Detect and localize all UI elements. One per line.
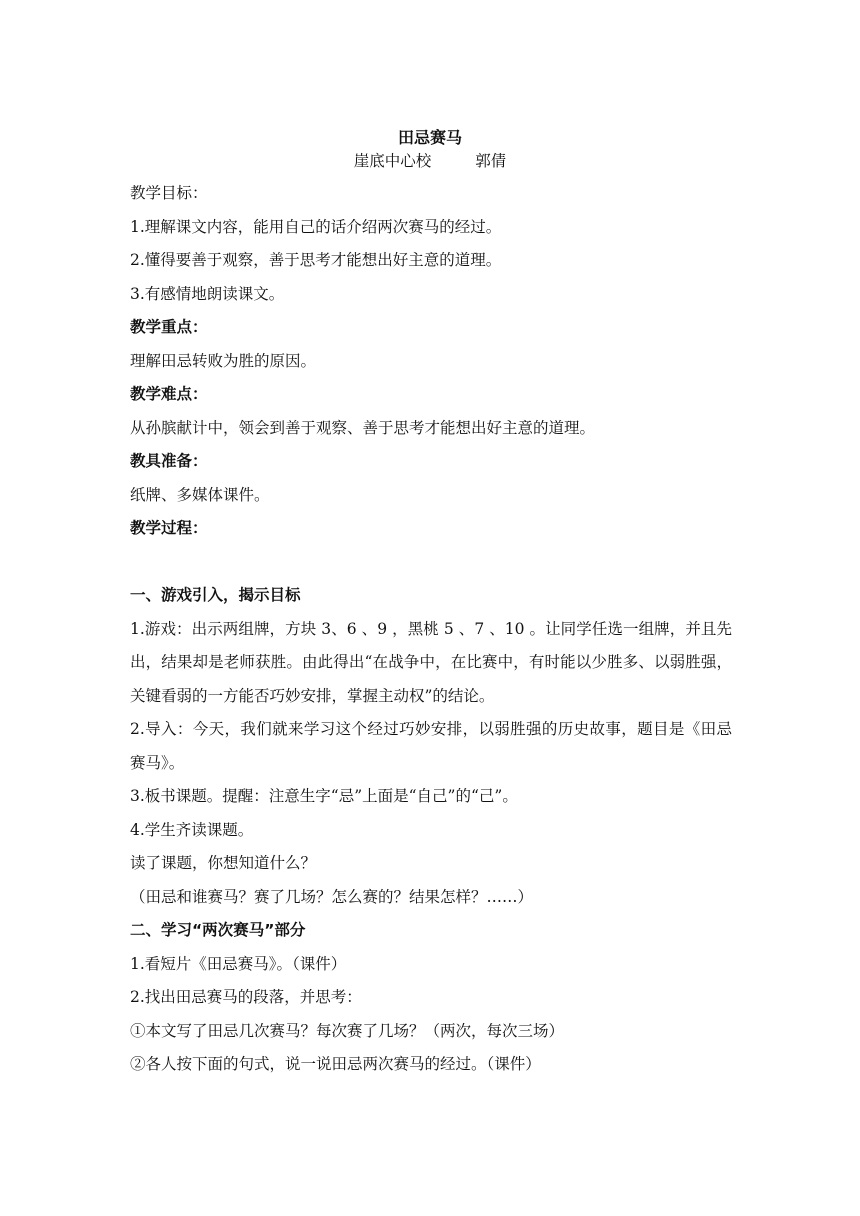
author-name: 郭倩: [475, 152, 507, 170]
section2-item: 1.看短片《田忌赛马》。（课件）: [130, 954, 347, 973]
key-points-heading: 教学重点：: [130, 318, 208, 336]
section1-board-paragraph: 3.板书课题。提醒：注意生字“忌”上面是“自己”的“己”。: [130, 787, 518, 805]
section1-heading: 一、游戏引入，揭示目标: [130, 586, 301, 604]
process-heading: 教学过程：: [130, 519, 208, 537]
section1-read-paragraph: 4.学生齐读课题。: [130, 820, 254, 839]
goals-heading: 教学目标：: [130, 184, 208, 202]
section1-intro-paragraph: 2.导入：今天，我们就来学习这个经过巧妙安排，以弱胜强的历史故事，题目是《田忌赛马》。: [130, 720, 732, 772]
goal-item: 2.懂得要善于观察，善于思考才能想出好主意的道理。: [130, 251, 502, 269]
school-name: 崖底中心校: [353, 152, 432, 170]
section1-game-paragraph: 1.游戏：出示两组牌，方块 3、6 、9 ，黑桃 5 、7 、10 。让同学任选一组牌，并且先出，结果却是老师获胜。由此得出“在战争中，在比赛中，有时能以少胜多、以弱胜强，关键看弱的一方能否巧妙安排，掌握主动权”的结论。: [130, 619, 732, 705]
section2-item: ②各人按下面的句式，说一说田忌两次赛马的经过。（课件）: [130, 1055, 541, 1073]
doc-body: [130, 177, 732, 1082]
section1-question: 读了课题，你想知道什么？: [130, 854, 317, 872]
section2-heading: 二、学习“两次赛马”部分: [130, 921, 306, 939]
goal-item: 3.有感情地朗读课文。: [130, 284, 285, 303]
byline: [0, 150, 860, 172]
difficulty-heading: 教学难点：: [130, 385, 208, 403]
goal-item: 1.理解课文内容，能用自己的话介绍两次赛马的经过。: [130, 217, 502, 236]
section2-item: 2.找出田忌赛马的段落，并思考：: [130, 988, 362, 1006]
key-points-text: 理解田忌转败为胜的原因。: [130, 351, 317, 370]
blank-line: [130, 546, 732, 580]
materials-heading: 教具准备：: [130, 452, 208, 470]
doc-title: 田忌赛马: [397, 128, 462, 147]
materials-text: 纸牌、多媒体课件。: [130, 485, 270, 504]
section2-item: ①本文写了田忌几次赛马？每次赛了几场？（两次，每次三场）: [130, 1021, 565, 1040]
section1-answers: （田忌和谁赛马？赛了几场？怎么赛的？结果怎样？……）: [130, 887, 534, 906]
difficulty-text: 从孙膑献计中，领会到善于观察、善于思考才能想出好主意的道理。: [130, 418, 596, 437]
